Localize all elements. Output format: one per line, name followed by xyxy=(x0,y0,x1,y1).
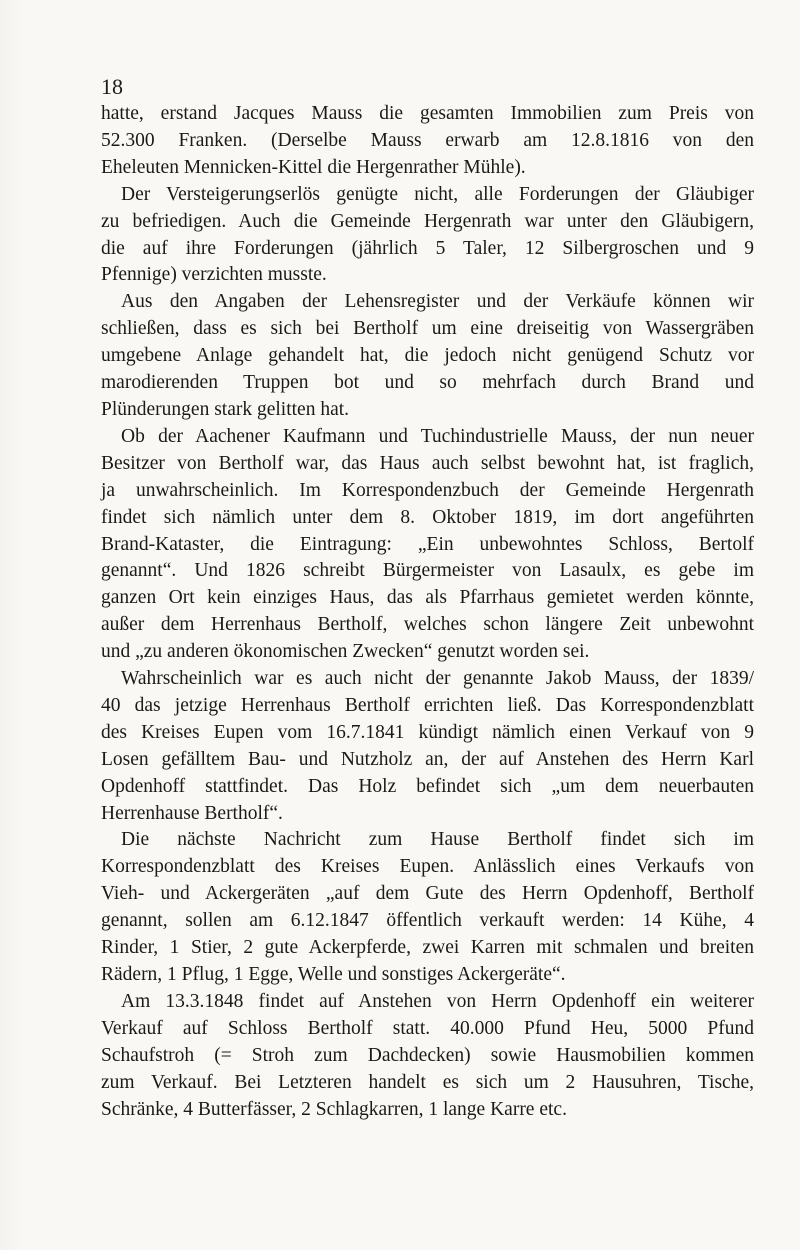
text-line: Verkauf auf Schloss Bertholf statt. 40.000 Pfund Heu, 5000 Pfund xyxy=(101,1017,754,1039)
text-line: genannt“. Und 1826 schreibt Bürgermeister von Lasaulx, es gebe im xyxy=(101,560,754,582)
text-line: Ob der Aachener Kaufmann und Tuchindustrielle Mauss, der nun neuer xyxy=(121,425,754,447)
text-line: Korrespondenzblatt des Kreises Eupen. Anlässlich eines Verkaufs von xyxy=(101,856,754,878)
paragraph xyxy=(101,666,754,827)
text-line: Schaufstroh (= Stroh zum Dachdecken) sowie Hausmobilien kommen xyxy=(101,1044,754,1066)
text-line: Am 13.3.1848 findet auf Anstehen von Herrn Opdenhoff ein weiterer xyxy=(121,990,754,1012)
text-line: Losen gefälltem Bau- und Nutzholz an, der auf Anstehen des Herrn Karl xyxy=(101,748,754,770)
body-text xyxy=(101,101,754,1123)
text-line: Schränke, 4 Butterfässer, 2 Schlagkarren, 1 lange Karre etc. xyxy=(101,1098,567,1120)
text-line: Herrenhause Bertholf“. xyxy=(101,802,283,824)
text-line: Die nächste Nachricht zum Hause Bertholf findet sich im xyxy=(121,829,754,851)
text-line: zum Verkauf. Bei Letzteren handelt es sich um 2 Hausuhren, Tische, xyxy=(101,1071,754,1093)
text-line: hatte, erstand Jacques Mauss die gesamten Immobilien zum Preis von xyxy=(101,103,754,124)
text-line: Pfennige) verzichten musste. xyxy=(101,264,327,286)
text-line: schließen, dass es sich bei Bertholf um eine dreiseitig von Wassergräben xyxy=(101,318,754,340)
text-line: außer dem Herrenhaus Bertholf, welches schon längere Zeit unbewohnt xyxy=(101,614,754,636)
text-line: zu befriedigen. Auch die Gemeinde Hergenrath war unter den Gläubigern, xyxy=(101,210,754,232)
text-line: umgebene Anlage gehandelt hat, die jedoch nicht genügend Schutz vor xyxy=(101,345,754,367)
paragraph xyxy=(101,289,754,424)
text-line: Aus den Angaben der Lehensregister und der Verkäufe können wir xyxy=(121,291,754,313)
text-line: Vieh- und Ackergeräten „auf dem Gute des Herrn Opdenhoff, Bertholf xyxy=(101,883,754,905)
text-line: Besitzer von Bertholf war, das Haus auch selbst bewohnt hat, ist fraglich, xyxy=(101,452,754,474)
paragraph xyxy=(101,182,754,290)
text-line: die auf ihre Forderungen (jährlich 5 Taler, 12 Silbergroschen und 9 xyxy=(101,237,754,259)
text-line: Plünderungen stark gelitten hat. xyxy=(101,398,350,420)
paragraph xyxy=(101,424,754,666)
text-line: Opdenhoff stattfindet. Das Holz befindet sich „um dem neuerbauten xyxy=(101,775,754,797)
text-line: 40 das jetzige Herrenhaus Bertholf errichten ließ. Das Korrespondenzblatt xyxy=(101,694,754,716)
text-line: findet sich nämlich unter dem 8. Oktober 1819, im dort angeführten xyxy=(101,506,754,528)
text-line: Wahrscheinlich war es auch nicht der genannte Jakob Mauss, der 1839/ xyxy=(121,668,754,690)
text-line: ganzen Ort kein einziges Haus, das als Pfarrhaus gemietet werden könnte, xyxy=(101,587,754,609)
text-line: Der Versteigerungserlös genügte nicht, alle Forderungen der Gläubiger xyxy=(121,183,754,205)
text-line: marodierenden Truppen bot und so mehrfach durch Brand und xyxy=(101,372,754,394)
page-number: 18 xyxy=(101,74,123,99)
text-line: und „zu anderen ökonomischen Zwecken“ genutzt worden sei. xyxy=(101,641,590,663)
text-line: genannt, sollen am 6.12.1847 öffentlich verkauft werden: 14 Kühe, 4 xyxy=(101,910,754,932)
text-line: des Kreises Eupen vom 16.7.1841 kündigt nämlich einen Verkauf von 9 xyxy=(101,721,754,743)
paragraph xyxy=(101,101,754,182)
text-line: Brand-Kataster, die Eintragung: „Ein unbewohntes Schloss, Bertolf xyxy=(101,533,754,555)
text-line: Eheleuten Mennicken-Kittel die Hergenrather Mühle). xyxy=(101,156,526,178)
text-line: Rädern, 1 Pflug, 1 Egge, Welle und sonstiges Ackergeräte“. xyxy=(101,964,566,985)
text-line: 52.300 Franken. (Derselbe Mauss erwarb am 12.8.1816 von den xyxy=(101,129,754,151)
paragraph xyxy=(101,827,754,988)
text-line: ja unwahrscheinlich. Im Korrespondenzbuch der Gemeinde Hergenrath xyxy=(101,479,754,501)
text-line: Rinder, 1 Stier, 2 gute Ackerpferde, zwei Karren mit schmalen und breiten xyxy=(101,937,754,959)
paragraph xyxy=(101,989,754,1124)
